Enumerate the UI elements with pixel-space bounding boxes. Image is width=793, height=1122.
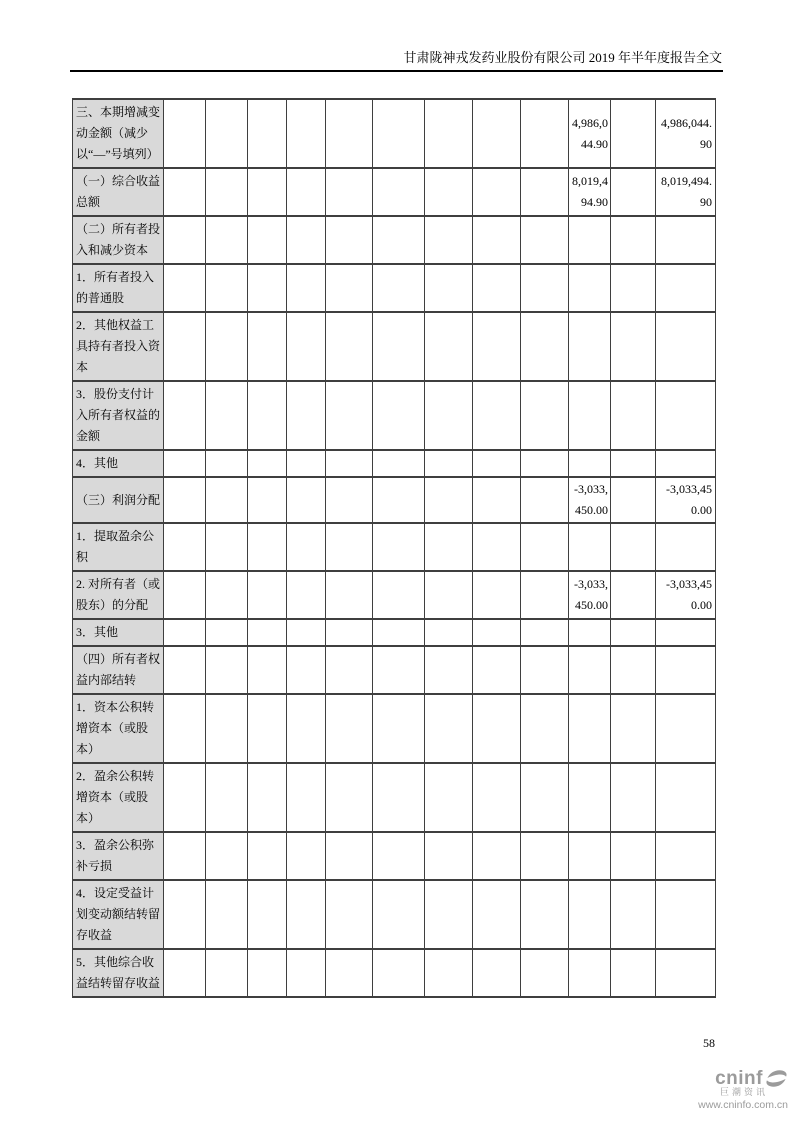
empty-cell <box>521 571 569 619</box>
empty-cell <box>656 450 716 477</box>
cninfo-logo <box>698 1068 788 1112</box>
empty-cell <box>425 949 473 997</box>
row-label-cell: 3．其他 <box>73 619 164 646</box>
empty-cell <box>611 646 656 694</box>
empty-cell <box>425 450 473 477</box>
empty-cell <box>656 763 716 832</box>
row-label-cell: 3．盈余公积弥补亏损 <box>73 832 164 880</box>
empty-cell <box>206 763 248 832</box>
report-header <box>72 50 722 66</box>
table-row <box>73 694 716 763</box>
empty-cell <box>425 477 473 523</box>
empty-cell <box>521 880 569 949</box>
empty-cell <box>521 523 569 571</box>
empty-cell <box>569 450 611 477</box>
empty-cell <box>164 763 206 832</box>
empty-cell <box>425 312 473 381</box>
empty-cell <box>473 763 521 832</box>
empty-cell <box>473 646 521 694</box>
cninfo-swirl-icon <box>765 1068 788 1089</box>
empty-cell <box>425 523 473 571</box>
value-cell: 8,019,494.90 <box>569 168 611 216</box>
empty-cell <box>287 646 326 694</box>
table-row <box>73 381 716 450</box>
empty-cell <box>248 168 287 216</box>
empty-cell <box>656 216 716 264</box>
empty-cell <box>656 381 716 450</box>
empty-cell <box>206 880 248 949</box>
empty-cell <box>521 694 569 763</box>
empty-cell <box>248 880 287 949</box>
empty-cell <box>164 168 206 216</box>
table-row <box>73 216 716 264</box>
empty-cell <box>611 216 656 264</box>
empty-cell <box>164 832 206 880</box>
empty-cell <box>206 477 248 523</box>
empty-cell <box>473 694 521 763</box>
empty-cell <box>656 880 716 949</box>
empty-cell <box>611 99 656 168</box>
empty-cell <box>373 312 425 381</box>
empty-cell <box>425 880 473 949</box>
empty-cell <box>206 949 248 997</box>
empty-cell <box>521 949 569 997</box>
empty-cell <box>656 619 716 646</box>
empty-cell <box>164 99 206 168</box>
empty-cell <box>425 619 473 646</box>
empty-cell <box>656 646 716 694</box>
empty-cell <box>206 571 248 619</box>
empty-cell <box>206 216 248 264</box>
empty-cell <box>569 949 611 997</box>
table-row <box>73 571 716 619</box>
empty-cell <box>326 216 373 264</box>
cninfo-brand: cninf <box>715 1067 763 1089</box>
empty-cell <box>569 694 611 763</box>
empty-cell <box>373 763 425 832</box>
empty-cell <box>164 450 206 477</box>
table-row <box>73 99 716 168</box>
empty-cell <box>248 949 287 997</box>
row-label-cell: 2．其他权益工具持有者投入资本 <box>73 312 164 381</box>
empty-cell <box>326 381 373 450</box>
empty-cell <box>248 477 287 523</box>
empty-cell <box>164 312 206 381</box>
empty-cell <box>521 99 569 168</box>
empty-cell <box>425 694 473 763</box>
empty-cell <box>611 880 656 949</box>
empty-cell <box>611 168 656 216</box>
empty-cell <box>326 763 373 832</box>
row-label-cell: 三、本期增减变动金额（减少以“—”号填列） <box>73 99 164 168</box>
row-label-cell: 1．提取盈余公积 <box>73 523 164 571</box>
empty-cell <box>373 832 425 880</box>
table-row <box>73 168 716 216</box>
table-row <box>73 880 716 949</box>
page-number: 58 <box>703 1036 715 1050</box>
row-label-cell: （四）所有者权益内部结转 <box>73 646 164 694</box>
empty-cell <box>326 168 373 216</box>
empty-cell <box>373 619 425 646</box>
row-label-cell: 3．股份支付计入所有者权益的金额 <box>73 381 164 450</box>
empty-cell <box>521 216 569 264</box>
empty-cell <box>473 477 521 523</box>
empty-cell <box>373 880 425 949</box>
empty-cell <box>287 216 326 264</box>
empty-cell <box>425 571 473 619</box>
empty-cell <box>164 880 206 949</box>
value-cell: -3,033,450.00 <box>656 477 716 523</box>
empty-cell <box>373 168 425 216</box>
empty-cell <box>425 763 473 832</box>
cninfo-url: www.cninfo.com.cn <box>698 1099 788 1111</box>
empty-cell <box>611 832 656 880</box>
empty-cell <box>326 264 373 312</box>
empty-cell <box>373 477 425 523</box>
table-row <box>73 832 716 880</box>
empty-cell <box>287 312 326 381</box>
empty-cell <box>473 619 521 646</box>
empty-cell <box>473 832 521 880</box>
empty-cell <box>611 477 656 523</box>
empty-cell <box>473 168 521 216</box>
report-title: 甘肃陇神戎发药业股份有限公司 2019 年半年度报告全文 <box>403 50 722 65</box>
row-label-cell: 1．资本公积转增资本（或股本） <box>73 694 164 763</box>
empty-cell <box>521 763 569 832</box>
empty-cell <box>425 264 473 312</box>
empty-cell <box>611 523 656 571</box>
row-label-cell: 4．设定受益计划变动额结转留存收益 <box>73 880 164 949</box>
empty-cell <box>287 450 326 477</box>
empty-cell <box>425 99 473 168</box>
value-cell: 8,019,494.90 <box>656 168 716 216</box>
empty-cell <box>611 619 656 646</box>
empty-cell <box>206 646 248 694</box>
empty-cell <box>326 646 373 694</box>
empty-cell <box>164 571 206 619</box>
empty-cell <box>611 264 656 312</box>
table-row <box>73 763 716 832</box>
empty-cell <box>287 99 326 168</box>
empty-cell <box>521 477 569 523</box>
table-row <box>73 312 716 381</box>
empty-cell <box>473 571 521 619</box>
empty-cell <box>326 949 373 997</box>
empty-cell <box>521 450 569 477</box>
empty-cell <box>326 312 373 381</box>
table-row <box>73 646 716 694</box>
cninfo-brand-row <box>698 1068 788 1089</box>
empty-cell <box>287 477 326 523</box>
empty-cell <box>326 619 373 646</box>
row-label-cell: （一）综合收益总额 <box>73 168 164 216</box>
empty-cell <box>521 832 569 880</box>
empty-cell <box>656 264 716 312</box>
table-row <box>73 264 716 312</box>
empty-cell <box>206 312 248 381</box>
header-divider <box>70 70 723 72</box>
empty-cell <box>521 619 569 646</box>
empty-cell <box>326 99 373 168</box>
empty-cell <box>248 763 287 832</box>
row-label-cell: 1．所有者投入的普通股 <box>73 264 164 312</box>
empty-cell <box>569 646 611 694</box>
empty-cell <box>521 168 569 216</box>
empty-cell <box>656 523 716 571</box>
empty-cell <box>206 694 248 763</box>
empty-cell <box>287 949 326 997</box>
empty-cell <box>248 694 287 763</box>
empty-cell <box>569 264 611 312</box>
empty-cell <box>164 216 206 264</box>
value-cell: -3,033,450.00 <box>569 571 611 619</box>
value-cell: -3,033,450.00 <box>656 571 716 619</box>
empty-cell <box>373 216 425 264</box>
empty-cell <box>473 949 521 997</box>
empty-cell <box>206 264 248 312</box>
empty-cell <box>569 381 611 450</box>
empty-cell <box>287 571 326 619</box>
empty-cell <box>611 450 656 477</box>
empty-cell <box>521 381 569 450</box>
empty-cell <box>248 99 287 168</box>
table-row <box>73 450 716 477</box>
empty-cell <box>473 880 521 949</box>
empty-cell <box>287 168 326 216</box>
empty-cell <box>164 523 206 571</box>
empty-cell <box>326 523 373 571</box>
empty-cell <box>521 646 569 694</box>
empty-cell <box>287 832 326 880</box>
empty-cell <box>248 619 287 646</box>
row-label-cell: 2．盈余公积转增资本（或股本） <box>73 763 164 832</box>
empty-cell <box>521 264 569 312</box>
empty-cell <box>164 646 206 694</box>
value-cell: 4,986,044.90 <box>656 99 716 168</box>
empty-cell <box>206 619 248 646</box>
empty-cell <box>287 523 326 571</box>
empty-cell <box>611 312 656 381</box>
empty-cell <box>326 477 373 523</box>
empty-cell <box>206 832 248 880</box>
row-label-cell: 5．其他综合收益结转留存收益 <box>73 949 164 997</box>
empty-cell <box>248 646 287 694</box>
empty-cell <box>473 264 521 312</box>
empty-cell <box>248 381 287 450</box>
empty-cell <box>164 619 206 646</box>
row-label-cell: （三）利润分配 <box>73 477 164 523</box>
empty-cell <box>164 381 206 450</box>
empty-cell <box>206 381 248 450</box>
equity-table <box>72 98 716 998</box>
empty-cell <box>569 523 611 571</box>
row-label-cell: 2. 对所有者（或股东）的分配 <box>73 571 164 619</box>
empty-cell <box>287 264 326 312</box>
empty-cell <box>164 264 206 312</box>
empty-cell <box>248 832 287 880</box>
empty-cell <box>248 450 287 477</box>
empty-cell <box>611 949 656 997</box>
empty-cell <box>287 694 326 763</box>
empty-cell <box>569 763 611 832</box>
empty-cell <box>473 523 521 571</box>
empty-cell <box>473 216 521 264</box>
empty-cell <box>425 832 473 880</box>
row-label-cell: （二）所有者投入和减少资本 <box>73 216 164 264</box>
empty-cell <box>373 646 425 694</box>
empty-cell <box>287 381 326 450</box>
empty-cell <box>425 216 473 264</box>
empty-cell <box>569 312 611 381</box>
value-cell: 4,986,044.90 <box>569 99 611 168</box>
empty-cell <box>611 571 656 619</box>
value-cell: -3,033,450.00 <box>569 477 611 523</box>
empty-cell <box>164 949 206 997</box>
empty-cell <box>611 694 656 763</box>
empty-cell <box>656 949 716 997</box>
empty-cell <box>656 312 716 381</box>
empty-cell <box>569 880 611 949</box>
empty-cell <box>473 381 521 450</box>
empty-cell <box>473 450 521 477</box>
empty-cell <box>373 694 425 763</box>
empty-cell <box>248 523 287 571</box>
empty-cell <box>373 571 425 619</box>
empty-cell <box>326 450 373 477</box>
empty-cell <box>611 763 656 832</box>
empty-cell <box>164 694 206 763</box>
empty-cell <box>206 450 248 477</box>
empty-cell <box>248 216 287 264</box>
empty-cell <box>373 523 425 571</box>
empty-cell <box>473 312 521 381</box>
empty-cell <box>656 694 716 763</box>
empty-cell <box>326 832 373 880</box>
empty-cell <box>164 477 206 523</box>
empty-cell <box>569 832 611 880</box>
empty-cell <box>425 381 473 450</box>
empty-cell <box>373 381 425 450</box>
table-row <box>73 619 716 646</box>
empty-cell <box>248 312 287 381</box>
empty-cell <box>569 619 611 646</box>
empty-cell <box>206 523 248 571</box>
empty-cell <box>656 832 716 880</box>
empty-cell <box>287 763 326 832</box>
table-row <box>73 477 716 523</box>
empty-cell <box>287 880 326 949</box>
cninfo-tagline: 巨潮资讯 <box>719 1087 768 1097</box>
empty-cell <box>326 694 373 763</box>
table-row <box>73 949 716 997</box>
empty-cell <box>569 216 611 264</box>
empty-cell <box>425 646 473 694</box>
empty-cell <box>425 168 473 216</box>
row-label-cell: 4．其他 <box>73 450 164 477</box>
empty-cell <box>326 571 373 619</box>
empty-cell <box>373 99 425 168</box>
empty-cell <box>473 99 521 168</box>
empty-cell <box>373 264 425 312</box>
table-row <box>73 523 716 571</box>
empty-cell <box>611 381 656 450</box>
empty-cell <box>287 619 326 646</box>
empty-cell <box>373 450 425 477</box>
empty-cell <box>206 168 248 216</box>
empty-cell <box>248 264 287 312</box>
empty-cell <box>326 880 373 949</box>
empty-cell <box>521 312 569 381</box>
empty-cell <box>206 99 248 168</box>
empty-cell <box>373 949 425 997</box>
empty-cell <box>248 571 287 619</box>
